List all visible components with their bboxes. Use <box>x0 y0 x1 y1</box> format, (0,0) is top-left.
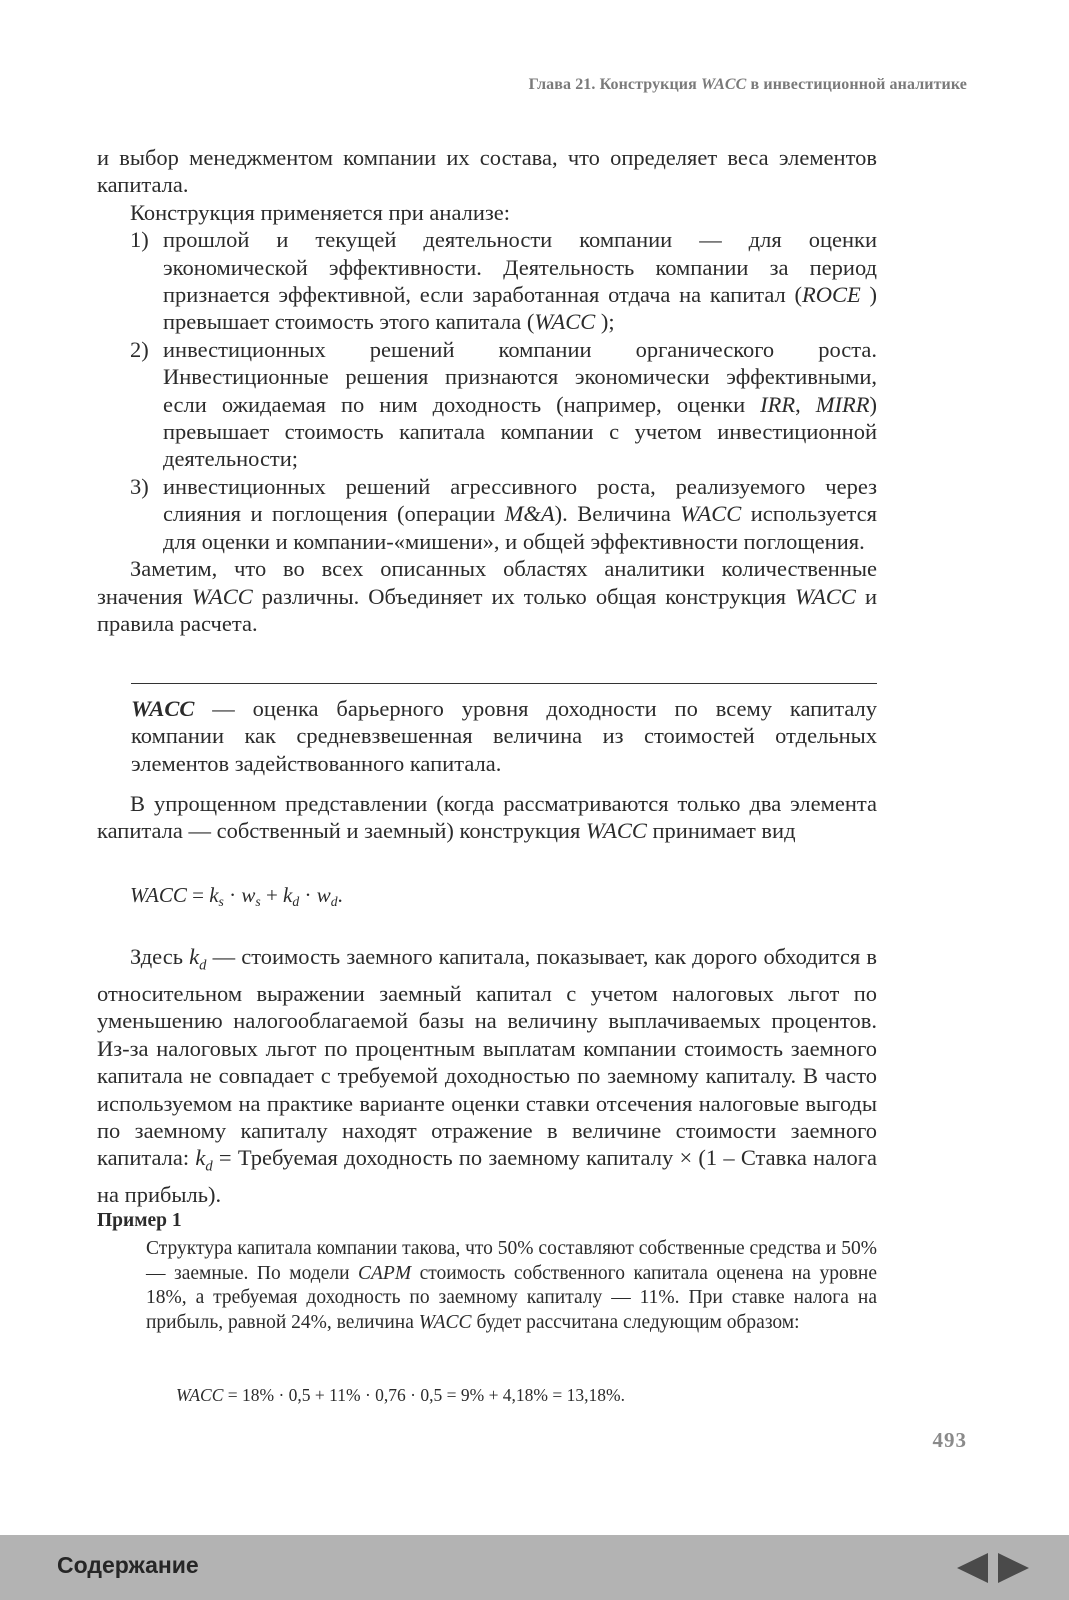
table-of-contents-link[interactable]: Содержание <box>57 1552 199 1578</box>
text-run: Структура капитала компании такова, что 50% составляют собственные средства и 50% — заемные. По модели <box>146 1238 877 1284</box>
formula-part: d <box>330 894 338 909</box>
inline-variable: WACC <box>585 818 647 844</box>
text-run: Здесь <box>130 944 190 969</box>
next-page-button[interactable] <box>996 1551 1032 1585</box>
list-variable: IRR <box>760 391 796 417</box>
list-item <box>97 336 877 473</box>
text-run: = Требуемая доходность по заемному капиталу × (1 – Ставка налога на прибыль). <box>97 1145 877 1208</box>
list-text: ) превышает стоимость капитала компании с учетом инвестиционной деятельности; <box>163 391 878 472</box>
definition-box <box>131 695 877 777</box>
wacc-formula <box>130 883 343 910</box>
paragraph-kd-explanation <box>97 943 877 1209</box>
text-run: В упрощенном представлении (когда рассматриваются только два элемента капитала — собственный и заемный) конструкция <box>97 791 877 844</box>
example-body <box>146 1237 877 1335</box>
navigation-bar <box>0 1535 1069 1600</box>
formula-part: d <box>292 894 300 909</box>
example-heading: Пример 1 <box>97 1210 182 1231</box>
formula-part: k <box>209 883 219 907</box>
formula-part: . <box>337 883 343 907</box>
list-variable: WACC <box>534 309 596 335</box>
subscript: d <box>205 1158 213 1175</box>
running-head <box>529 76 967 94</box>
text-run: будет рассчитана следующим образом: <box>471 1311 800 1333</box>
paragraph-formula-intro-text <box>97 790 877 845</box>
paragraph-formula-intro <box>97 790 877 845</box>
formula-part: = <box>186 883 210 907</box>
inline-variable: WACC <box>191 583 253 609</box>
list-text: прошлой и текущей деятельности компании — для оценки экономической эффективности. Деятельность компании за период признается эффективной, если заработанная отдача на капитал ( <box>163 227 877 308</box>
list-text: , <box>795 391 816 417</box>
list-item <box>97 473 877 555</box>
definition-body: — оценка барьерного уровня доходности по всему капиталу компании как средневзвешенная величина из стоимостей отдельных элементов задействованного капитала. <box>131 696 877 776</box>
text-run: Заметим, что во всех описанных областях аналитики количественные значения <box>97 556 877 609</box>
formula-part: = 18% · 0,5 + 11% · 0,76 · 0,5 = 9% + 4,18% = 13,18%. <box>223 1385 625 1405</box>
main-text-block <box>97 144 877 637</box>
inline-variable: k <box>195 1145 206 1171</box>
list-text: инвестиционных решений агрессивного роста, реализуемого через слияния и поглощения (операции <box>163 473 877 527</box>
list-text: инвестиционных решений компании органического роста. Инвестиционные решения признаются экономически эффективными, если ожидаемая по ним доходность (например, оценки <box>163 336 877 417</box>
formula-part: s <box>255 894 261 909</box>
subscript: d <box>199 957 207 974</box>
text-run: различны. Объединяет их только общая конструкция <box>252 583 795 609</box>
list-variable: ROCE <box>802 282 861 308</box>
example-formula <box>176 1385 625 1406</box>
page-number: 493 <box>932 1428 967 1452</box>
list-text: используется для оценки и компании-«мишени», и общей эффективности поглощения. <box>163 501 877 554</box>
previous-page-button[interactable] <box>954 1551 990 1585</box>
inline-variable: WACC <box>794 583 856 609</box>
formula-part: s <box>218 894 224 909</box>
list-number: 3) <box>130 473 149 499</box>
list-number: 2) <box>130 336 149 362</box>
text-run: — стоимость заемного капитала, показывает, как дорого обходится в относительном выражении заемный капитал с учетом налоговых льгот по уменьшению налогооблагаемой базы на величину выплачиваемых процентов. Из-за налоговых льгот по процентным выплатам компании стоимость заемного капитала не совпадает с требуемой доходностью по заемному капиталу. В часто используемом на практике варианте оценки ставки отсечения налоговые выгоды по заемному капиталу находят отражение в величине стоимости заемного капитала: <box>97 944 877 1171</box>
list-variable: WACC <box>680 501 742 527</box>
list-text: ) превышает стоимость этого капитала ( <box>163 282 877 335</box>
formula-part: w <box>241 883 256 907</box>
paragraph-kd-text <box>97 943 877 1209</box>
formula-part: + <box>260 883 284 907</box>
triangle-left-icon <box>954 1551 990 1585</box>
list-number: 1) <box>130 227 149 253</box>
list-variable: M&A <box>504 501 555 527</box>
formula-part: k <box>283 883 293 907</box>
running-head-prefix: Глава 21. Конструкция <box>528 76 701 93</box>
formula-part: · <box>299 883 317 907</box>
paragraph-note <box>97 555 877 637</box>
formula-part: · <box>223 883 242 907</box>
paragraph-continuation: и выбор менеджментом компании их состава, что определяет веса элементов капитала. <box>97 145 877 198</box>
list-variable: MIRR <box>815 391 870 417</box>
paragraph-intro-list: Конструкция применяется при анализе: <box>130 199 511 225</box>
text-run: стоимость собственного капитала оценена на уровне 18%, а требуемая доходность по заемному капиталу — 11%. При ставке налога на прибыль, равной 24%, величина <box>146 1262 877 1333</box>
text-run: принимает вид <box>646 818 796 844</box>
triangle-right-icon <box>996 1551 1032 1585</box>
inline-variable: WACC <box>418 1311 472 1333</box>
running-head-italic: WACC <box>700 76 747 93</box>
running-head-suffix: в инвестиционной аналитике <box>746 76 967 93</box>
list-text: ); <box>595 309 615 335</box>
list-text: ). Величина <box>554 501 681 527</box>
formula-part: WACC <box>176 1385 224 1405</box>
text-run: и правила расчета. <box>97 583 877 636</box>
definition-term: WACC <box>131 696 195 721</box>
formula-part: WACC <box>130 883 187 907</box>
inline-variable: CAPM <box>358 1262 412 1284</box>
list-item <box>97 226 877 336</box>
formula-part: w <box>316 883 331 907</box>
definition-rule <box>131 683 877 684</box>
inline-variable: k <box>189 944 200 969</box>
